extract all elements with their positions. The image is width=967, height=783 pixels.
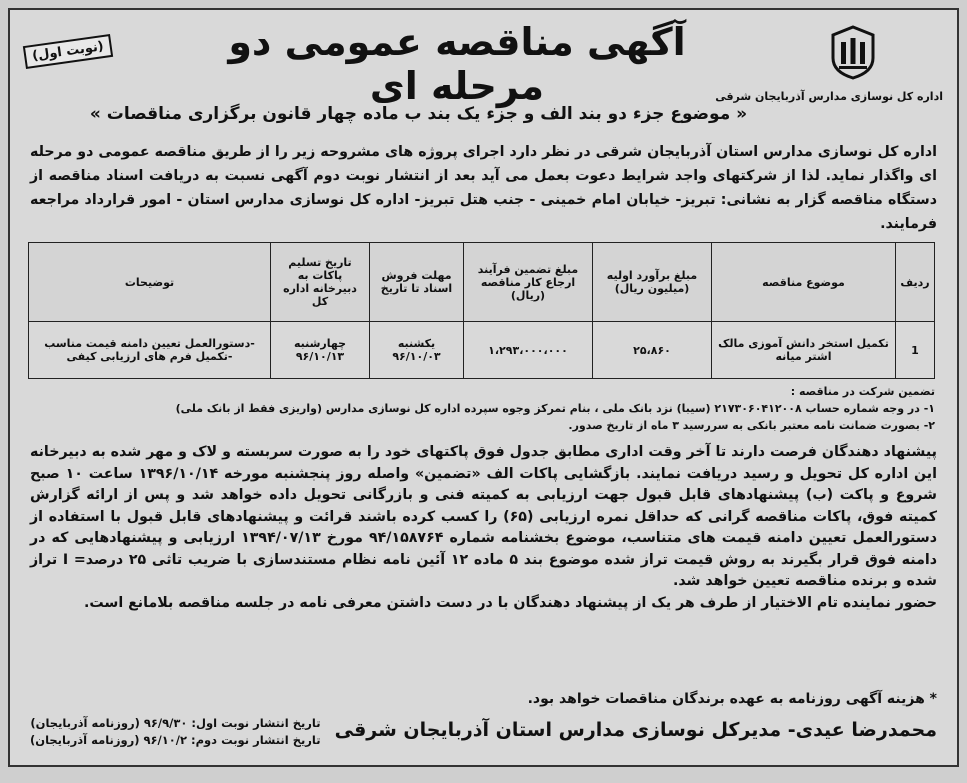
announcement-title: آگهی مناقصه عمومی دو مرحله ای — [228, 20, 686, 108]
publication-second: تاریخ انتشار نوبت دوم: ۹۶/۱۰/۲ (روزنامه آذربایجان) — [30, 733, 321, 747]
cost-note: * هزینه آگهی روزنامه به عهده برندگان مناقصات خواهد بود. — [527, 691, 937, 707]
tender-announcement — [8, 8, 959, 767]
col-sale-deadline: مهلت فروش اسناد تا تاریخ — [370, 243, 464, 322]
guarantee-title: تضمین شرکت در مناقصه : — [790, 385, 935, 398]
publication-dates — [30, 715, 321, 749]
col-estimate: مبلغ برآورد اولیه (میلیون ریال) — [593, 243, 712, 322]
cell-sale-deadline: یکشنبه ۹۶/۱۰/۰۳ — [370, 322, 464, 379]
col-delivery-date: تاریخ تسلیم پاکات به دبیرخانه اداره کل — [271, 243, 370, 322]
footer — [30, 693, 937, 757]
cell-notes: -دستورالعمل تعیین دامنه قیمت مناسب -تکمیل فرم های ارزیابی کیفی — [29, 322, 271, 379]
round-badge: (نوبت اول) — [23, 34, 113, 69]
announcement-subtitle: « موضوع جزء دو بند الف و جزء یک بند ب ماده چهار قانون برگزاری مناقصات » — [89, 104, 748, 124]
publication-first: تاریخ انتشار نوبت اول: ۹۶/۹/۳۰ (روزنامه آذربایجان) — [30, 716, 321, 730]
col-row: ردیف — [896, 243, 935, 322]
col-guarantee: مبلغ تضمین فرآیند ارجاع کار مناقصه (ریال) — [464, 243, 593, 322]
table-row — [29, 322, 935, 379]
body-text — [30, 442, 937, 614]
body-paragraph: حضور نماینده تام الاختیار از طرف هر یک از پیشنهاد دهندگان با در دست داشتن معرفی نامه در جلسه مناقصه بلامانع است. — [83, 594, 937, 611]
col-notes: توضیحات — [29, 243, 271, 322]
announcement-header — [10, 10, 957, 140]
organization-emblem-icon — [825, 24, 881, 80]
intro-paragraph: اداره کل نوسازی مدارس استان آذربایجان شرقی در نظر دارد اجرای پروژه های مشروحه زیر را از طریق مناقصه عمومی دو مرحله ای واگذار نماید. لذا از شرکتهای واجد شرایط دعوت بعمل می آید بعد از انتشار نوبت دوم آگهی نسبت به دریافت اسناد مناقصه از دستگاه مناقصه گزار به نشانی: تبریز- خیابان امام خمینی - جنب هتل تبریز- اداره کل نوسازی مدارس استان - امور قرارداد مراجعه فرمایند. — [30, 144, 937, 232]
table-header-row — [29, 243, 935, 322]
cell-row: 1 — [896, 322, 935, 379]
cell-subject: تکمیل استخر دانش آموزی مالک اشتر میانه — [712, 322, 896, 379]
cell-estimate: ۲۵،۸۶۰ — [593, 322, 712, 379]
guarantee-line-1: ۱- در وجه شماره حساب ۲۱۷۳۰۶۰۴۱۲۰۰۸ (سیبا) نزد بانک ملی ، بنام تمرکز وجوه سپرده اداره کل نوسازی مدارس (واریزی فقط از بانک ملی) — [175, 402, 935, 415]
guarantee-line-2: ۲- بصورت ضمانت نامه معتبر بانکی به سررسید ۳ ماه از تاریخ صدور. — [568, 419, 935, 432]
org-name: اداره کل نوسازی مدارس آذربایجان شرقی — [715, 90, 943, 103]
org-logo-block — [715, 24, 943, 103]
cell-delivery-date: چهارشنبه ۹۶/۱۰/۱۳ — [271, 322, 370, 379]
cell-guarantee: ۱،۲۹۳،۰۰۰،۰۰۰ — [464, 322, 593, 379]
signature: محمدرضا عیدی- مدیرکل نوسازی مدارس استان آذربایجان شرقی — [334, 719, 937, 741]
col-subject: موضوع مناقصه — [712, 243, 896, 322]
guarantee-notes — [32, 383, 935, 434]
tender-table — [28, 242, 935, 379]
body-paragraph: پیشنهاد دهندگان فرصت دارند تا آخر وقت اداری مطابق جدول فوق پاکتهای خود را به صورت سربسته و لاک و مهر شده به دبیرخانه این اداره کل تحویل و رسید دریافت نمایند. بازگشایی پاکات الف «تضمین» واصله روز پنجشنبه مورخه ۱۳۹۶/۱۰/۱۴ ساعت ۱۰ صبح شروع و پاکت (ب) پیشنهادهای قابل قبول جهت ارزیابی به کمیته فنی و بازرگانی تحویل داده خواهد شد و پس از ارائه گزارش کمیته فوق، پاکات مناقصه گرانی که حداقل نمره ارزیابی (۶۵) را کسب کرده باشند قرائت و پیشنهادهای قابل قبول با استفاده از دستورالعمل تعیین دامنه قیمت های متناسب، موضوع بخشنامه شماره ۹۴/۱۵۸۷۶۴ مورخ ۱۳۹۴/۰۷/۱۳ ارزیابی و پیشنهادهایی که در دامنه فوق قرار بگیرند به روش قیمت تراز شده موضوع بند ۵ ماده ۱۲ آئین نامه نظام مستندسازی با ضریب تاثی ۲۵ درصد= I تراز شده و برنده مناقصه تعیین خواهد شد. — [30, 444, 938, 589]
